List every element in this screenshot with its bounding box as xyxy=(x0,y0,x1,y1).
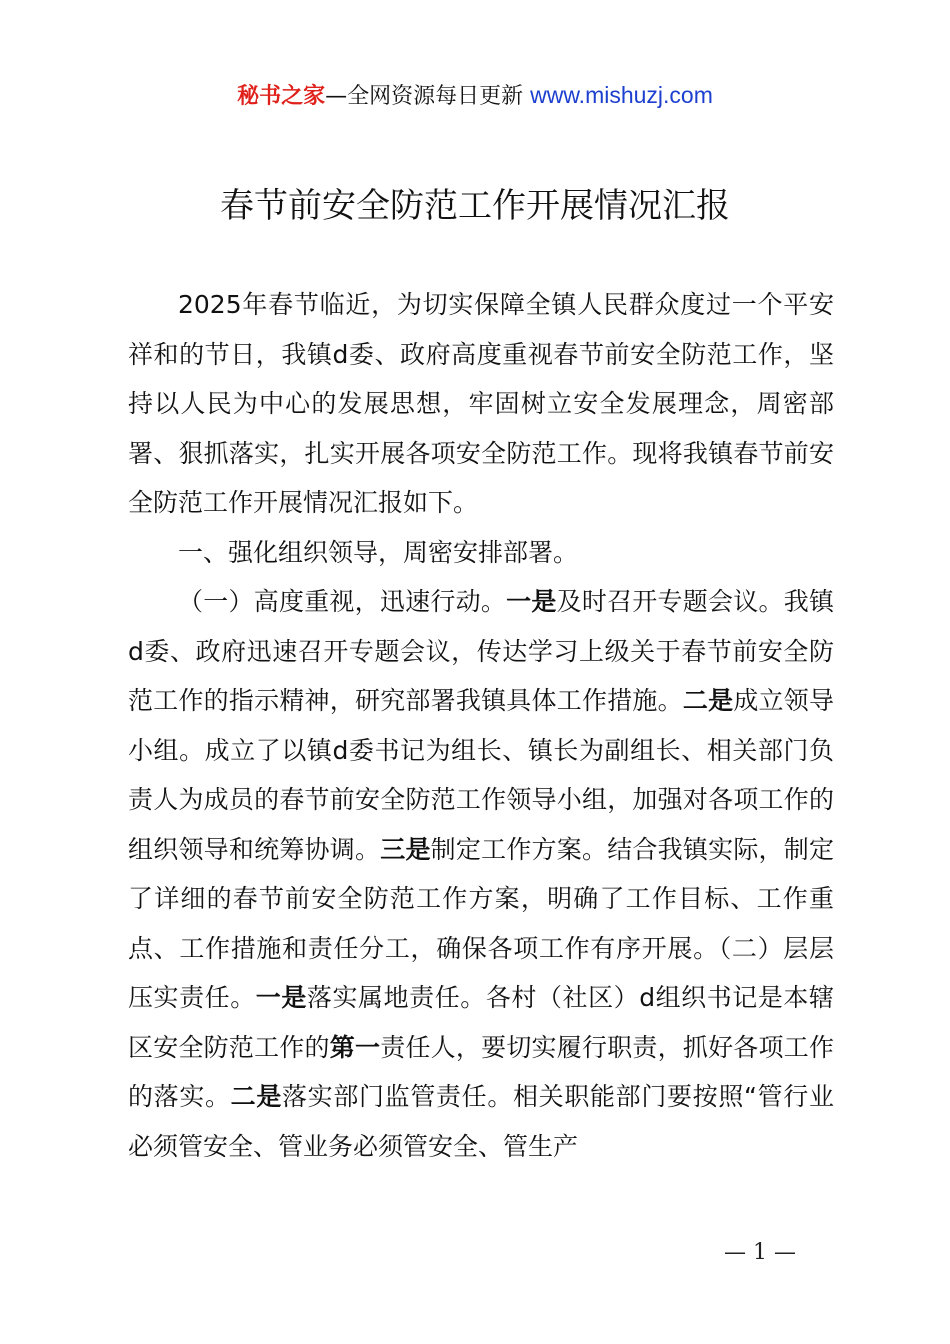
text-run: 责任人，要切实履行职责，抓好各项工作的落实。 xyxy=(128,1032,834,1111)
text-run: 落实部门监管责任。相关职能部门要按照“管行业必须管安全、管业务必须管安全、管生产 xyxy=(128,1082,834,1161)
text-run: 制定工作方案。结合我镇实际，制定了详细的春节前安全防范工作方案，明确了工作目标、工作重点、工作措施和责任分工，确保各项工作有序开展。（二）层层压实责任。 xyxy=(128,834,834,1012)
emphasis-primary: 第一 xyxy=(329,1032,381,1062)
section-heading-1: 一、强化组织领导，周密安排部署。 xyxy=(178,537,579,567)
text-run: 及时召开专题会议。我镇d委、政府迅速召开专题会议，传达学习上级关于春节前安全防范工作的指示精神，研究部署我镇具体工作措施。 xyxy=(128,587,834,715)
emphasis-third: 三是 xyxy=(380,834,431,864)
site-banner xyxy=(0,80,950,112)
emphasis-second: 二是 xyxy=(230,1082,283,1111)
emphasis-first: 一是 xyxy=(506,587,557,616)
text-run: （一）高度重视，迅速行动。 xyxy=(178,587,507,616)
brand-name: 秘书之家 xyxy=(237,84,326,109)
section-1-paragraph xyxy=(128,577,834,1171)
document-body xyxy=(128,280,834,1171)
text-run: 成立领导小组。成立了以镇d委书记为组长、镇长为副组长、相关部门负责人为成员的春节前安全防范工作领导小组，加强对各项工作的组织领导和统筹协调。 xyxy=(128,686,834,864)
text-run: 落实属地责任。各村（社区）d组织书记是本辖区安全防范工作的 xyxy=(128,983,834,1062)
emphasis-first: 一是 xyxy=(255,983,307,1012)
emphasis-second: 二是 xyxy=(682,686,734,715)
intro-paragraph: 2025年春节临近，为切实保障全镇人民群众度过一个平安祥和的节日，我镇d委、政府高度重视春节前安全防范工作，坚持以人民为中心的发展思想，牢固树立安全发展理念，周密部署、狠抓落实，扎实开展各项安全防范工作。现将我镇春节前安全防范工作开展情况汇报如下。 xyxy=(128,290,834,517)
site-url-link[interactable]: www.mishuzj.com xyxy=(530,82,713,108)
page-number: — 1 — xyxy=(724,1240,796,1265)
banner-slogan: —全网资源每日更新 xyxy=(325,84,524,109)
document-title: 春节前安全防范工作开展情况汇报 xyxy=(220,186,730,226)
